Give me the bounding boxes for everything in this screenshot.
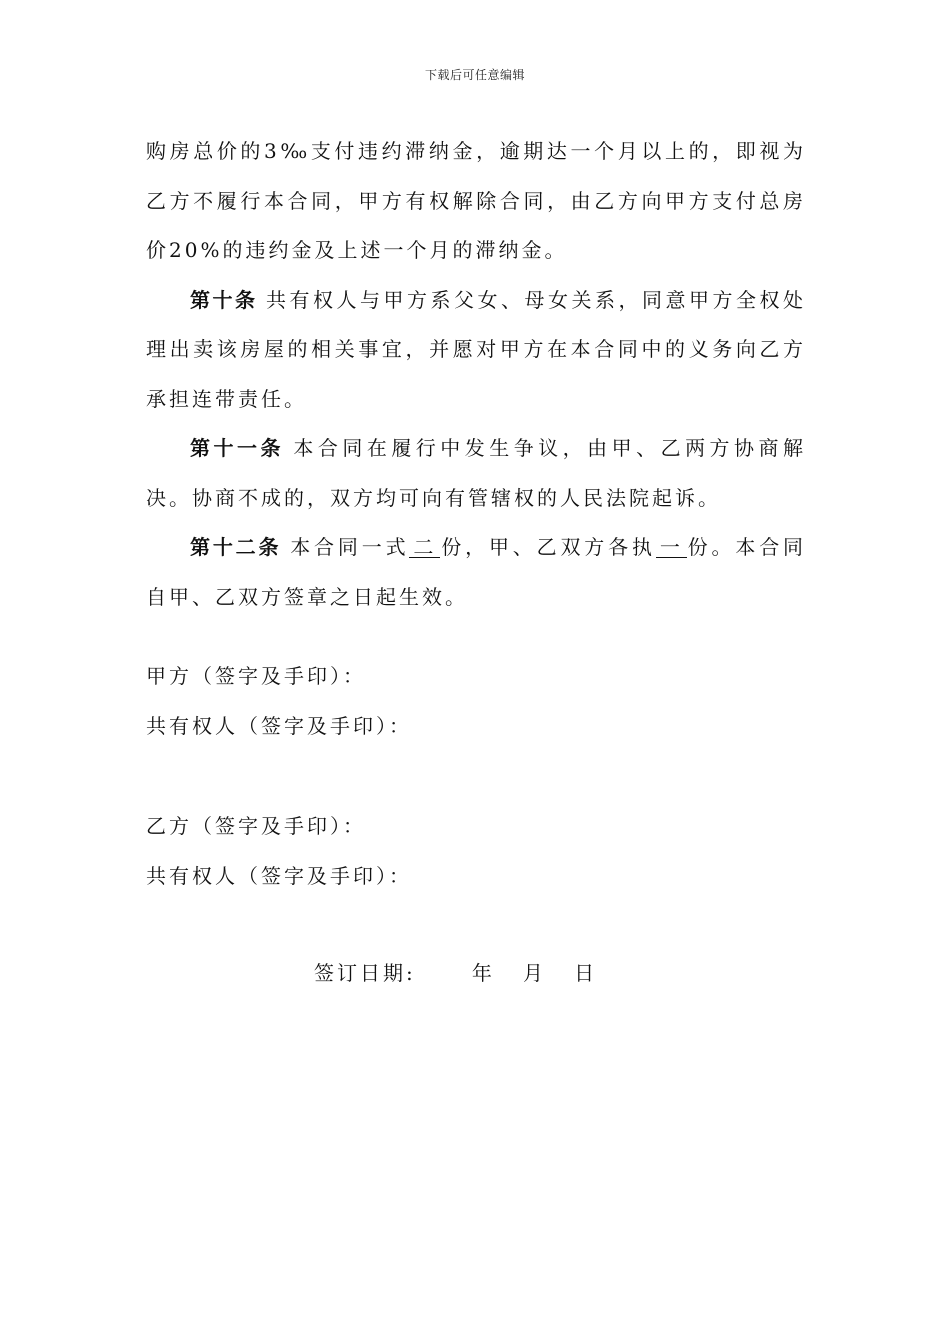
article-12 [146,523,806,622]
article-10 [146,276,806,425]
paragraph-penalty: 购房总价的3‰支付违约滞纳金，逾期达一个月以上的，即视为乙方不履行本合同，甲方有权解除合同，由乙方向甲方支付总房价20%的违约金及上述一个月的滞纳金。 [146,139,806,262]
article-11-heading: 第十一条 [190,436,284,460]
contract-body [146,127,806,622]
article-12-text-c: 份。本合同自甲、乙双方签章之日起生效。 [146,535,807,609]
article-12-text-b: 份，甲、乙双方各执 [440,535,656,559]
article-11 [146,424,806,523]
signature-party-a: 甲方（签字及手印）： [146,664,366,688]
article-10-heading: 第十条 [190,287,258,312]
signing-date-line [314,957,597,986]
signature-co-owner-a: 共有权人（签字及手印）： [146,714,412,738]
copies-each-blank: 一 [656,537,687,558]
signature-party-b: 乙方（签字及手印）： [146,814,366,838]
article-10-text: 共有权人与甲方系父女、母女关系，同意甲方全权处理出卖该房屋的相关事宜，并愿对甲方在本合同中的义务向乙方承担连带责任。 [146,287,806,411]
copies-total-blank: 二 [409,537,440,558]
signing-date-label: 签订日期: [314,961,416,985]
signature-co-owner-b: 共有权人（签字及手印）： [146,864,412,888]
date-month: 月 [522,961,546,985]
date-day: 日 [574,961,598,985]
article-12-text-a: 本合同一式 [289,535,410,559]
date-year: 年 [471,961,495,985]
page-header: 下载后可任意编辑 [424,68,525,82]
article-12-heading: 第十二条 [190,535,282,559]
article-11-text: 本合同在履行中发生争议，由甲、乙两方协商解决。协商不成的，双方均可向有管辖权的人民法院起诉。 [146,436,807,510]
